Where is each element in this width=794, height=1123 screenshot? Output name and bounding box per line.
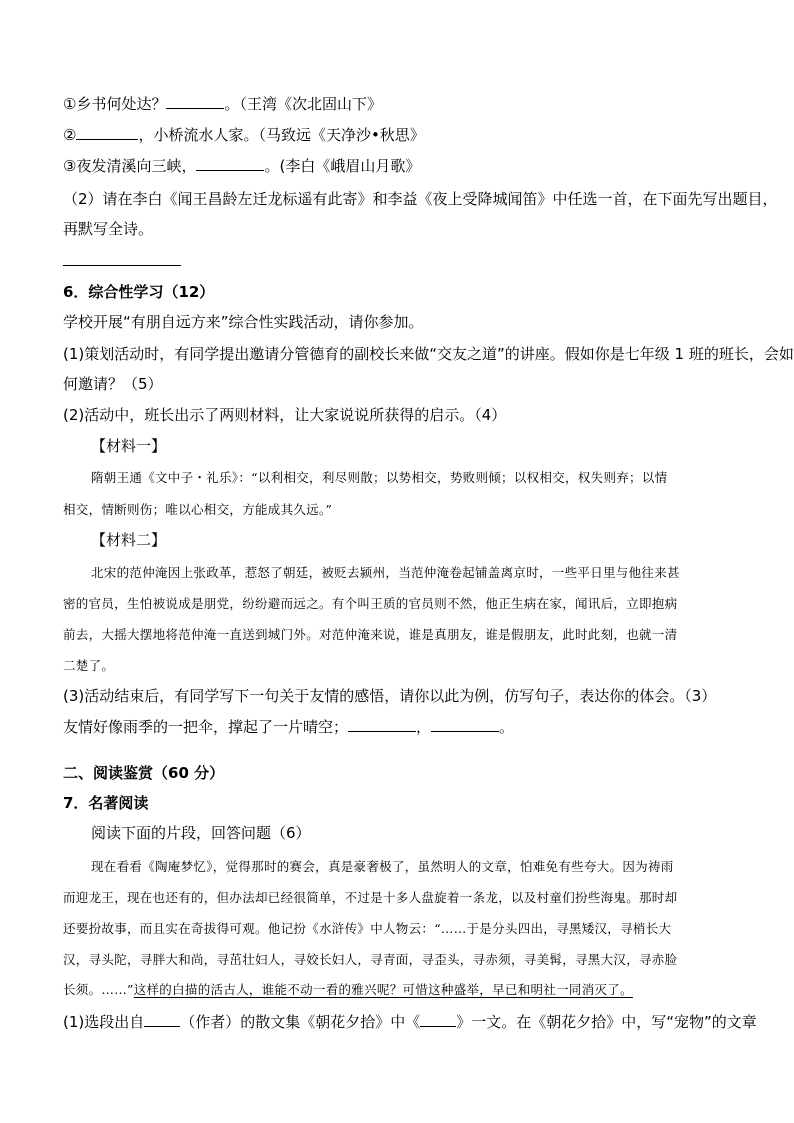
section-heading: 二、阅读鉴赏（60 分）: [63, 764, 225, 782]
item-number: ③: [63, 157, 77, 175]
item-text-after: 。（王湾《次北固山下》: [224, 95, 382, 113]
material-2-label: 【材料二】: [91, 531, 167, 549]
answer-blank[interactable]: [348, 717, 416, 732]
material-2-line4: 二楚了。: [63, 658, 115, 673]
q6-part3: (3)活动结束后，有同学写下一句关于友情的感悟，请你以此为例，仿写句子，表达你的体会。（3）: [63, 687, 717, 705]
answer-blank[interactable]: [431, 717, 499, 732]
item-text-after: 。(李白《峨眉山月歌》: [264, 157, 421, 175]
q5-part2-line1: （2）请在李白《闻王昌龄左迁龙标遥有此寄》和李益《夜上受降城闻笛》中任选一首，在下面先写出题目，: [63, 190, 778, 208]
item-text-before: 乡书何处达？: [76, 95, 167, 113]
passage-line3: 还要扮故事，而且实在奇拔得可观。他记扮《水浒传》中人物云：“……于是分头四出，寻黑矮汉，寻梢长大: [63, 921, 672, 936]
q7-part1: [63, 1012, 757, 1032]
answer-blank[interactable]: [144, 1012, 180, 1027]
item-number: ②: [63, 126, 77, 144]
q7-instruction: 阅读下面的片段，回答问题（6）: [91, 824, 311, 842]
q6-part1-line2: 何邀请？（5）: [63, 375, 163, 393]
q7-title: 7．名著阅读: [63, 794, 149, 812]
q6-part2: (2)活动中，班长出示了两则材料，让大家说说所获得的启示。（4）: [63, 406, 507, 424]
q7-part1-text-a: (1)选段出自: [63, 1013, 145, 1031]
q7-part1-text-c: 》一文。在《朝花夕拾》中，写“宠物”的文章: [456, 1013, 757, 1031]
answer-blank[interactable]: [196, 156, 264, 171]
material-2-line3: 前去，大摇大摆地将范仲淹一直送到城门外。对范仲淹来说，谁是真朋友，谁是假朋友，此时此刻，也就一清: [63, 627, 678, 642]
q6-title: 6．综合性学习（12）: [63, 283, 215, 301]
fill-item-1: [63, 94, 382, 114]
passage-line5: [63, 980, 633, 1000]
material-1-line2: 相交，情断则伤；唯以心相交，方能成其久远。”: [63, 502, 333, 517]
example-sentence: 友情好像雨季的一把伞，撑起了一片晴空；: [63, 718, 349, 736]
answer-blank[interactable]: [166, 94, 224, 109]
material-2-line2: 密的官员，生怕被说成是朋党，纷纷避而远之。有个叫王质的官员则不然，他正生病在家，闻讯后，立即抱病: [63, 596, 678, 611]
passage-line2: 而迎龙王，现在也还有的，但办法却已经很简单，不过是十多人盘旋着一条龙，以及村童们扮些海鬼。那时却: [63, 890, 678, 905]
q7-part1-text-b: （作者）的散文集《朝花夕拾》中《: [180, 1013, 421, 1031]
material-1-line1: 隋朝王通《文中子・礼乐》：“以利相交，利尽则散；以势相交，势败则倾；以权相交，权失则弃；以情: [91, 470, 668, 485]
q6-part1-line1: (1)策划活动时，有同学提出邀请分管德育的副校长来做“交友之道”的讲座。假如你是七年级 1 班的班长，会如: [63, 345, 794, 363]
q6-part3-example: [63, 717, 514, 737]
item-number: ①: [63, 95, 77, 113]
period: 。: [499, 718, 515, 736]
fill-item-2: [63, 125, 425, 145]
item-text-after: ，小桥流水人家。（马致远《天净沙•秋思》: [138, 126, 425, 144]
q6-intro: 学校开展“有朋自远方来”综合性实践活动，请你参加。: [63, 313, 424, 331]
underlined-sentence: 这样的白描的活古人，谁能不动一看的雅兴呢？可惜这种盛举，早已和明社一同消灭了。: [133, 982, 633, 997]
q5-part2-line2: 再默写全诗。: [63, 220, 154, 238]
fill-item-3: [63, 156, 420, 176]
material-1-label: 【材料一】: [91, 437, 167, 455]
answer-line[interactable]: [63, 265, 181, 266]
separator: ，: [416, 718, 432, 736]
passage-line1: 现在看看《陶庵梦忆》，觉得那时的赛会，真是豪奢极了，虽然明人的文章，怕难免有些夸大。因为祷雨: [91, 859, 674, 874]
item-text-before: 夜发清溪向三峡，: [76, 157, 197, 175]
answer-blank[interactable]: [420, 1012, 456, 1027]
passage-text: 长须。……”: [63, 982, 134, 997]
passage-line4: 汉，寻头陀，寻胖大和尚，寻茁壮妇人，寻姣长妇人，寻青面，寻歪头，寻赤须，寻美髯，寻黑大汉，寻赤脸: [63, 952, 678, 967]
answer-blank[interactable]: [76, 125, 138, 140]
material-2-line1: 北宋的范仲淹因上张政革，惹怒了朝廷，被贬去颍州，当范仲淹卷起铺盖离京时，一些平日里与他往来甚: [91, 565, 680, 580]
